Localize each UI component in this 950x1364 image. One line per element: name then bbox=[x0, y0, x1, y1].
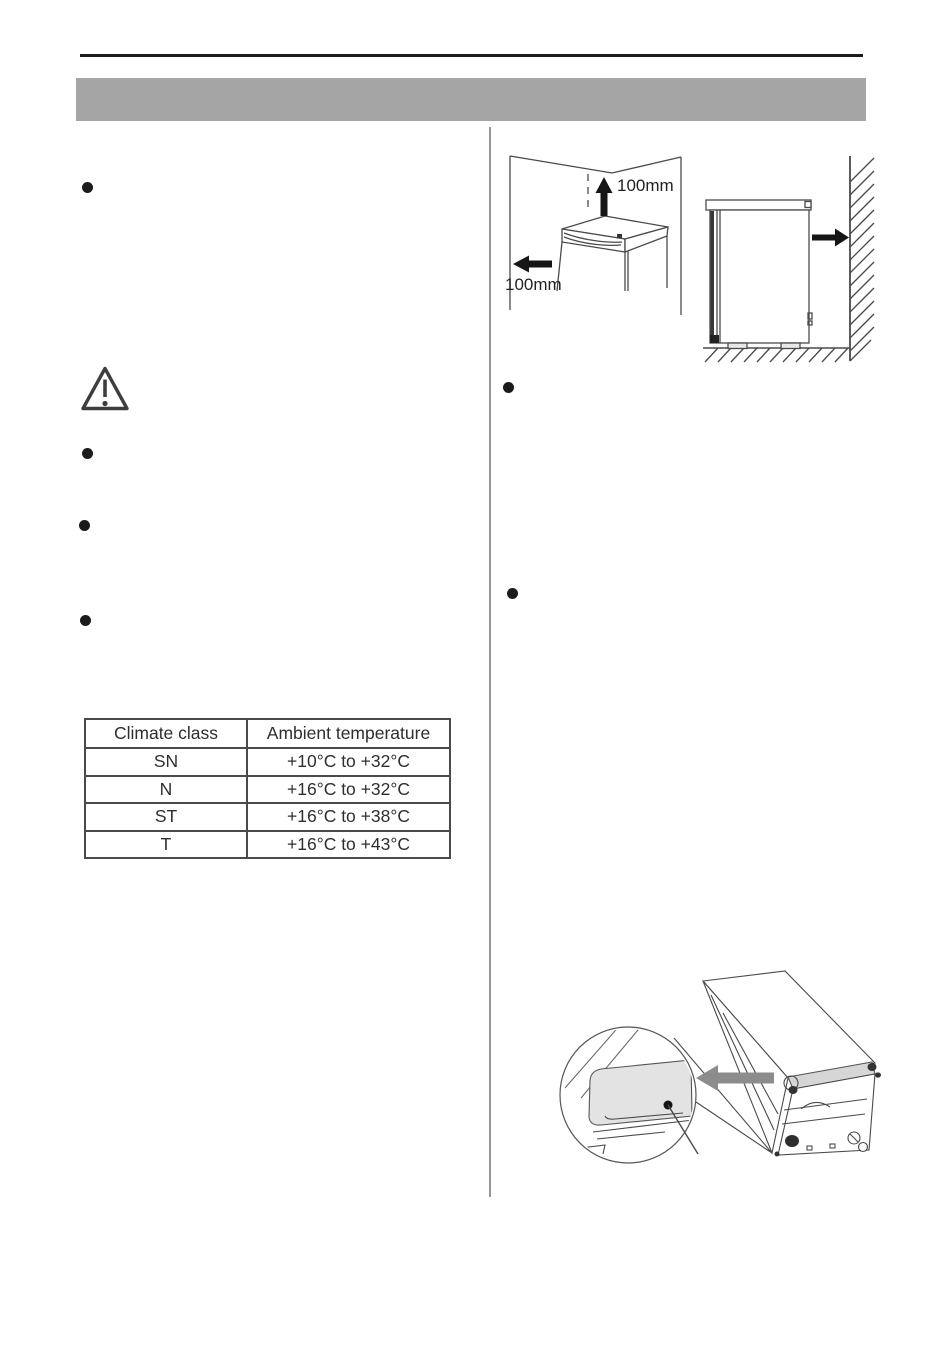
bullet-marker bbox=[80, 615, 91, 626]
column-divider bbox=[489, 127, 491, 1197]
bullet-marker bbox=[507, 588, 518, 599]
table-row bbox=[85, 748, 450, 776]
table-row bbox=[85, 831, 450, 859]
header-ambient-temperature: Ambient temperature bbox=[247, 719, 450, 748]
clearance-diagram bbox=[500, 140, 900, 390]
climate-class-table bbox=[84, 718, 451, 859]
bullet-marker bbox=[82, 448, 93, 459]
cell-climate-class: N bbox=[85, 776, 247, 804]
table-header-row bbox=[85, 719, 450, 748]
clearance-up-arrow bbox=[596, 177, 613, 216]
top-clearance-label: 100mm bbox=[617, 176, 674, 195]
fridge-side-view bbox=[706, 200, 812, 349]
cell-ambient-temperature: +10°C to +32°C bbox=[247, 748, 450, 776]
table-row bbox=[85, 803, 450, 831]
top-rule bbox=[80, 54, 863, 57]
section-header-bar bbox=[76, 78, 866, 121]
side-clearance-label: 100mm bbox=[505, 275, 562, 294]
bullet-marker bbox=[82, 182, 93, 193]
fridge-top-view bbox=[557, 216, 668, 291]
magnifier-detail bbox=[551, 1008, 698, 1163]
table-row bbox=[85, 776, 450, 804]
cell-climate-class: ST bbox=[85, 803, 247, 831]
bullet-marker bbox=[79, 520, 90, 531]
cell-ambient-temperature: +16°C to +38°C bbox=[247, 803, 450, 831]
base-panel-diagram bbox=[545, 958, 905, 1203]
cell-ambient-temperature: +16°C to +43°C bbox=[247, 831, 450, 859]
cell-ambient-temperature: +16°C to +32°C bbox=[247, 776, 450, 804]
wall-gap-arrow bbox=[812, 229, 849, 247]
cell-climate-class: SN bbox=[85, 748, 247, 776]
cell-climate-class: T bbox=[85, 831, 247, 859]
warning-triangle-icon bbox=[80, 364, 130, 414]
clearance-left-arrow bbox=[513, 256, 552, 273]
wall-hatching bbox=[850, 156, 874, 361]
floor-hatching bbox=[703, 348, 850, 362]
header-climate-class: Climate class bbox=[85, 719, 247, 748]
fridge-tilted-view bbox=[703, 971, 881, 1157]
base-panel bbox=[589, 1060, 692, 1125]
